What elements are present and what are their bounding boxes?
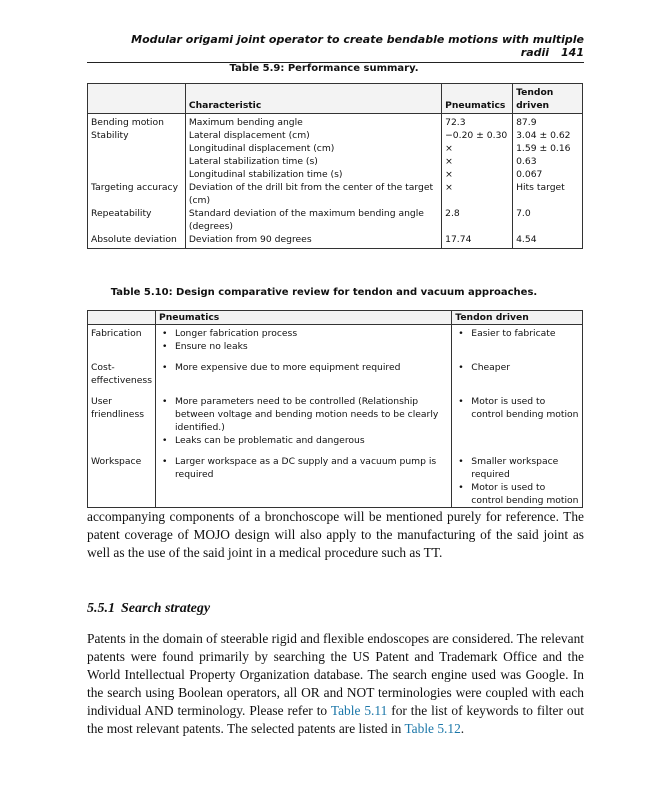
pneumatics-cell [155,325,451,354]
tendon-cell [452,353,583,387]
table-cell: Lateral displacement (cm) [185,129,441,142]
list-item: • Cheaper [455,361,579,374]
table-header-row [88,311,583,325]
section-title: Search strategy [121,601,211,616]
table-cell: 7.0 [513,207,583,233]
body-paragraph: accompanying components of a bronchoscope will be mentioned purely for reference. The patent coverage of MOJO design will also apply to the manufacturing of the said joint as well as the use of the said joint in a medical procedure such as TT. [87,509,584,560]
pneumatics-cell [155,353,451,387]
table-header-cell: Tendon driven [452,311,583,325]
table-cell: Deviation from 90 degrees [185,233,441,249]
paragraph-text: . [460,721,465,736]
table-cell: 4.54 [513,233,583,249]
table-cell [88,142,186,155]
table-cell: Maximum bending angle [185,114,441,130]
bullet-list [159,327,448,353]
table-row [88,387,583,447]
bullet-list [455,327,579,340]
table-cell: Lateral stabilization time (s) [185,155,441,168]
paragraph-text: Patents in the domain of steerable rigid and flexible endoscopes are considered. The relevant patents were found primarily by searching the US Patent and Trademark Office and the World Intellectual Property Organization database. The search engine used was Google. In the search using Boolean operators, all OR and NOT terminologies were coupled with each individual AND terminology. Please refer to [87,631,584,718]
list-item: • Larger workspace as a DC supply and a vacuum pump is required [159,455,448,481]
list-item: • Easier to fabricate [455,327,579,340]
paragraph-text: for the list of keywords to filter out the most relevant patents. The selected patents are listed in [87,703,584,736]
table-row [88,142,583,155]
table-row [88,353,583,387]
bullet-list [455,455,579,507]
bullet-list [159,395,448,447]
bullet-list [159,455,448,481]
table-header-cell [88,311,156,325]
table-row [88,129,583,142]
table-cell [88,155,186,168]
bullet-list [455,361,579,374]
design-comparison-table [87,310,583,508]
list-item: • Leaks can be problematic and dangerous [159,434,448,447]
table-cell: 87.9 [513,114,583,130]
table-cell: × [442,168,513,181]
list-item: • Smaller workspace required [455,455,579,481]
table-cell: Longitudinal displacement (cm) [185,142,441,155]
list-item: • Motor is used to control bending motion [455,481,579,507]
bullet-list [159,361,448,374]
table-cell: 1.59 ± 0.16 [513,142,583,155]
section-number: 5.5.1 [87,601,115,616]
table-cell: Bending motion [91,117,164,128]
running-head [87,33,584,63]
table-cell: × [442,181,513,207]
table-cell: 0.067 [513,168,583,181]
running-head-title: Modular origami joint operator to create bendable motions with multiple radii [131,33,584,59]
table-cell: 3.04 ± 0.62 [513,129,583,142]
tendon-cell [452,447,583,508]
table-cell: × [442,142,513,155]
table-5-9-caption: Table 5.9: Performance summary. [229,63,419,74]
tendon-cell [452,325,583,354]
row-label: User friendliness [91,396,145,420]
table-cell: × [442,155,513,168]
table-cell: Longitudinal stabilization time (s) [185,168,441,181]
list-item: • More expensive due to more equipment required [159,361,448,374]
table-header-cell: Pneumatics [442,84,513,114]
table-header-cell: Pneumatics [155,311,451,325]
table-row [88,207,583,233]
list-item: • Ensure no leaks [159,340,448,353]
row-label: Cost-effectiveness [91,362,152,386]
table-row [88,168,583,181]
table-cell: Standard deviation of the maximum bending angle (degrees) [185,207,441,233]
table-row [88,233,583,249]
table-row [88,447,583,508]
page-number: 141 [561,46,584,59]
table-cell: 72.3 [442,114,513,130]
table-cell: Deviation of the drill bit from the center of the target (cm) [185,181,441,207]
table-cell: 2.8 [442,207,513,233]
tendon-cell [452,387,583,447]
table-cell: Absolute deviation [91,234,177,245]
table-5-10-caption: Table 5.10: Design comparative review for tendon and vacuum approaches. [110,287,538,298]
pneumatics-cell [155,387,451,447]
table-cell: Stability [91,130,129,141]
list-item: • Longer fabrication process [159,327,448,340]
table-header-cell: Tendon driven [513,84,583,114]
table-row [88,155,583,168]
table-cell: 17.74 [442,233,513,249]
list-item: • Motor is used to control bending motion [455,395,579,421]
table-5-12-link[interactable]: Table 5.12 [404,721,461,736]
table-cell [88,168,186,181]
row-label: Workspace [91,456,142,467]
table-header-row [88,84,583,114]
section-heading [87,601,210,617]
table-5-11-link[interactable]: Table 5.11 [330,703,388,718]
bullet-list [455,395,579,421]
table-cell: 0.63 [513,155,583,168]
list-item: • More parameters need to be controlled (Relationship between voltage and bending motion needs to be clearly identified.) [159,395,448,434]
pneumatics-cell [155,447,451,508]
table-header-cell: Characteristic [185,84,441,114]
table-cell: Repeatability [91,208,152,219]
body-paragraph [87,630,584,738]
table-row [88,114,583,130]
table-cell: −0.20 ± 0.30 [442,129,513,142]
table-cell: Targeting accuracy [91,182,179,193]
table-row [88,325,583,354]
performance-summary-table [87,83,583,249]
table-cell: Hits target [513,181,583,207]
row-label: Fabrication [91,328,142,339]
table-row [88,181,583,207]
table-header-cell [88,84,186,114]
